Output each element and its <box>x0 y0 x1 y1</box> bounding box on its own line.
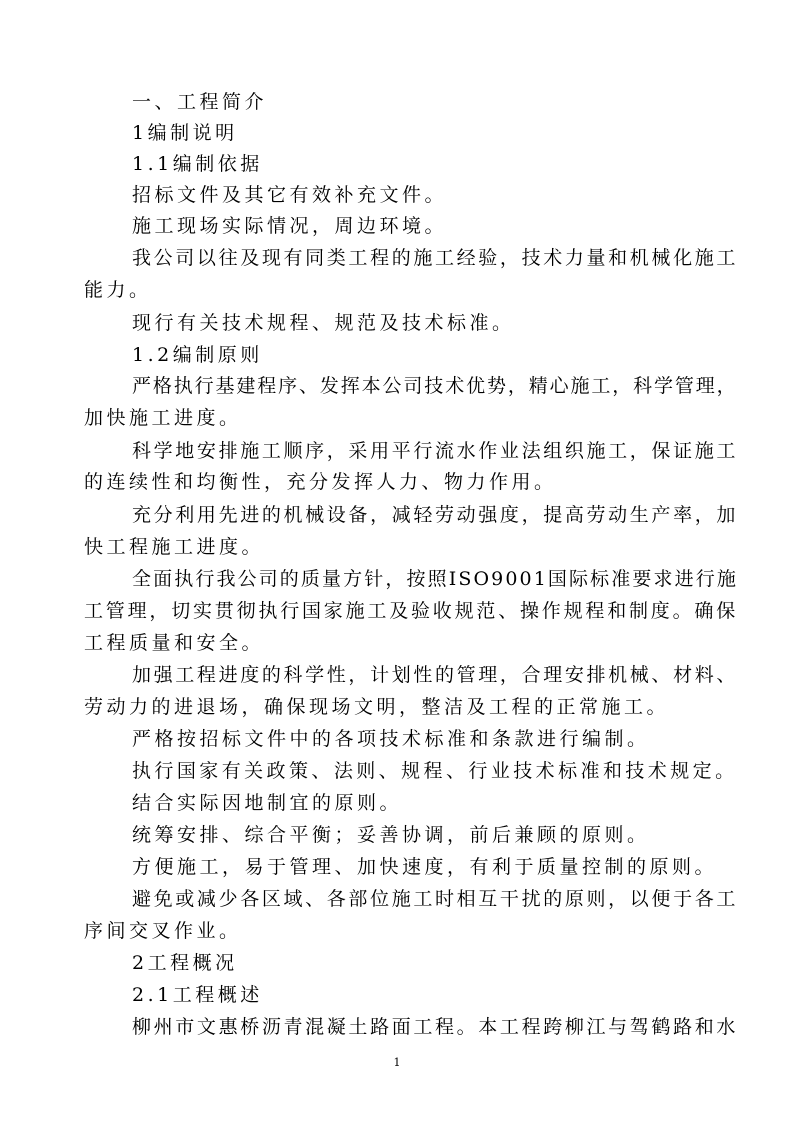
heading-project-summary: 2.1工程概述 <box>132 984 263 1006</box>
paragraph-line: 招标文件及其它有效补充文件。 <box>132 184 448 206</box>
paragraph-line: 科学地安排施工顺序，采用平行流水作业法组织施工，保证施工 <box>132 440 739 462</box>
paragraph-line: 柳州市文惠桥沥青混凝土路面工程。本工程跨柳江与驾鹤路和水 <box>132 1016 739 1038</box>
paragraph-line: 加快施工进度。 <box>84 407 242 429</box>
page-number: 1 <box>393 1056 401 1069</box>
paragraph-line: 全面执行我公司的质量方针，按照ISO9001国际标准要求进行施 <box>132 568 738 590</box>
paragraph-line: 快工程施工进度。 <box>84 536 265 558</box>
heading-compile-notes: 1编制说明 <box>132 122 238 144</box>
paragraph-line: 能力。 <box>84 279 152 301</box>
paragraph-line: 严格按招标文件中的各项技术标准和条款进行编制。 <box>132 728 650 750</box>
paragraph-line: 加强工程进度的科学性，计划性的管理，合理安排机械、材料、 <box>132 664 739 686</box>
paragraph-line: 充分利用先进的机械设备，减轻劳动强度，提高劳动生产率，加 <box>132 504 739 526</box>
paragraph-line: 执行国家有关政策、法则、规程、行业技术标准和技术规定。 <box>132 760 738 782</box>
paragraph-line: 序间交叉作业。 <box>84 920 242 942</box>
paragraph-line: 现行有关技术规程、规范及技术标准。 <box>132 312 515 334</box>
paragraph-line: 严格执行基建程序、发挥本公司技术优势，精心施工，科学管理， <box>132 375 738 397</box>
paragraph-line: 避免或减少各区域、各部位施工时相互干扰的原则，以便于各工 <box>132 888 739 910</box>
heading-project-intro: 一、工程简介 <box>132 91 268 113</box>
paragraph-line: 我公司以往及现有同类工程的施工经验，技术力量和机械化施工 <box>132 247 739 269</box>
heading-project-overview: 2工程概况 <box>132 952 238 974</box>
paragraph-line: 劳动力的进退场，确保现场文明，整洁及工程的正常施工。 <box>84 696 670 718</box>
heading-compile-principles: 1.2编制原则 <box>132 344 263 366</box>
paragraph-line: 的连续性和均衡性，充分发挥人力、物力作用。 <box>84 471 557 493</box>
paragraph-line: 方便施工，易于管理、加快速度，有利于质量控制的原则。 <box>132 856 718 878</box>
paragraph-line: 统筹安排、综合平衡；妥善协调，前后兼顾的原则。 <box>132 824 650 846</box>
heading-compile-basis: 1.1编制依据 <box>132 153 263 175</box>
paragraph-line: 施工现场实际情况，周边环境。 <box>132 215 448 237</box>
paragraph-line: 结合实际因地制宜的原则。 <box>132 792 403 814</box>
paragraph-line: 工管理，切实贯彻执行国家施工及验收规范、操作规程和制度。确保 <box>84 600 739 622</box>
paragraph-line: 工程质量和安全。 <box>84 632 265 654</box>
